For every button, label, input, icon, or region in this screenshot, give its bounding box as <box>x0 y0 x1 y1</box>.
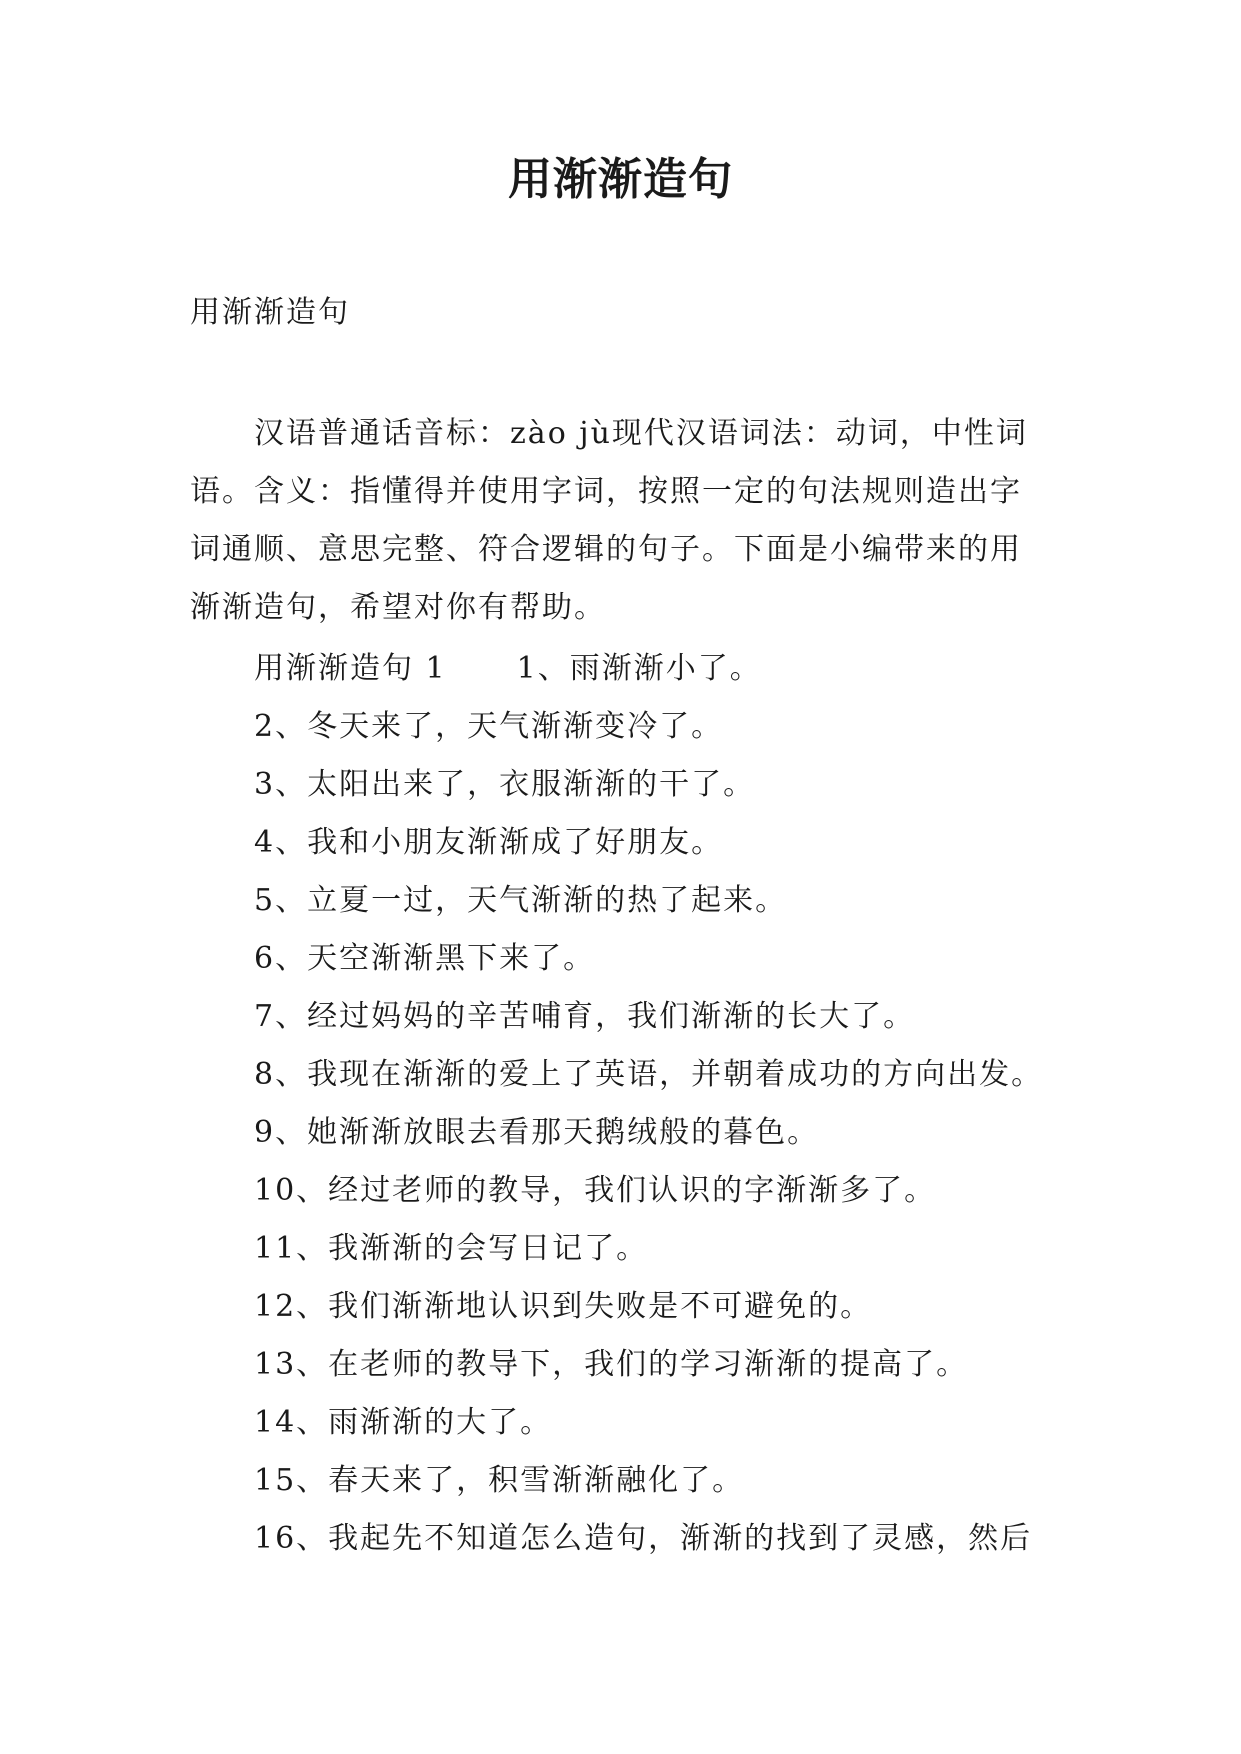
list-item: 5、立夏一过，天气渐渐的热了起来。 <box>254 883 788 918</box>
list-item: 6、天空渐渐黑下来了。 <box>254 941 596 976</box>
list-item: 14、雨渐渐的大了。 <box>254 1405 553 1440</box>
sentence-text: 1、雨渐渐小了。 <box>516 651 762 686</box>
list-item: 12、我们渐渐地认识到失败是不可避免的。 <box>254 1289 873 1324</box>
list-item: 7、经过妈妈的辛苦哺育，我们渐渐的长大了。 <box>254 999 916 1034</box>
list-item: 4、我和小朋友渐渐成了好朋友。 <box>254 825 724 860</box>
document-title: 用渐渐造句 <box>508 154 733 205</box>
sentence-list <box>254 640 1084 1568</box>
list-item: 9、她渐渐放眼去看那天鹅绒般的暮色。 <box>254 1115 820 1150</box>
list-item: 13、在老师的教导下，我们的学习渐渐的提高了。 <box>254 1347 969 1382</box>
document-subtitle: 用渐渐造句 <box>190 295 350 330</box>
list-item: 16、我起先不知道怎么造句，渐渐的找到了灵感，然后 <box>254 1521 1033 1556</box>
list-item: 8、我现在渐渐的爱上了英语，并朝着成功的方向出发。 <box>254 1057 1044 1092</box>
list-item: 2、冬天来了，天气渐渐变冷了。 <box>254 709 724 744</box>
list-item: 3、太阳出来了，衣服渐渐的干了。 <box>254 767 756 802</box>
section-label: 用渐渐造句 1 <box>254 651 447 686</box>
list-item: 11、我渐渐的会写日记了。 <box>254 1231 649 1266</box>
intro-paragraph: 汉语普通话音标：zào jù现代汉语词法：动词，中性词语。含义：指懂得并使用字词，按照一定的句法规则造出字词通顺、意思完整、符合逻辑的句子。下面是小编带来的用渐渐造句，希望对你有帮助。 <box>190 416 1028 625</box>
list-item: 10、经过老师的教导，我们认识的字渐渐多了。 <box>254 1173 937 1208</box>
list-item <box>254 640 1084 698</box>
list-item: 15、春天来了，积雪渐渐融化了。 <box>254 1463 745 1498</box>
